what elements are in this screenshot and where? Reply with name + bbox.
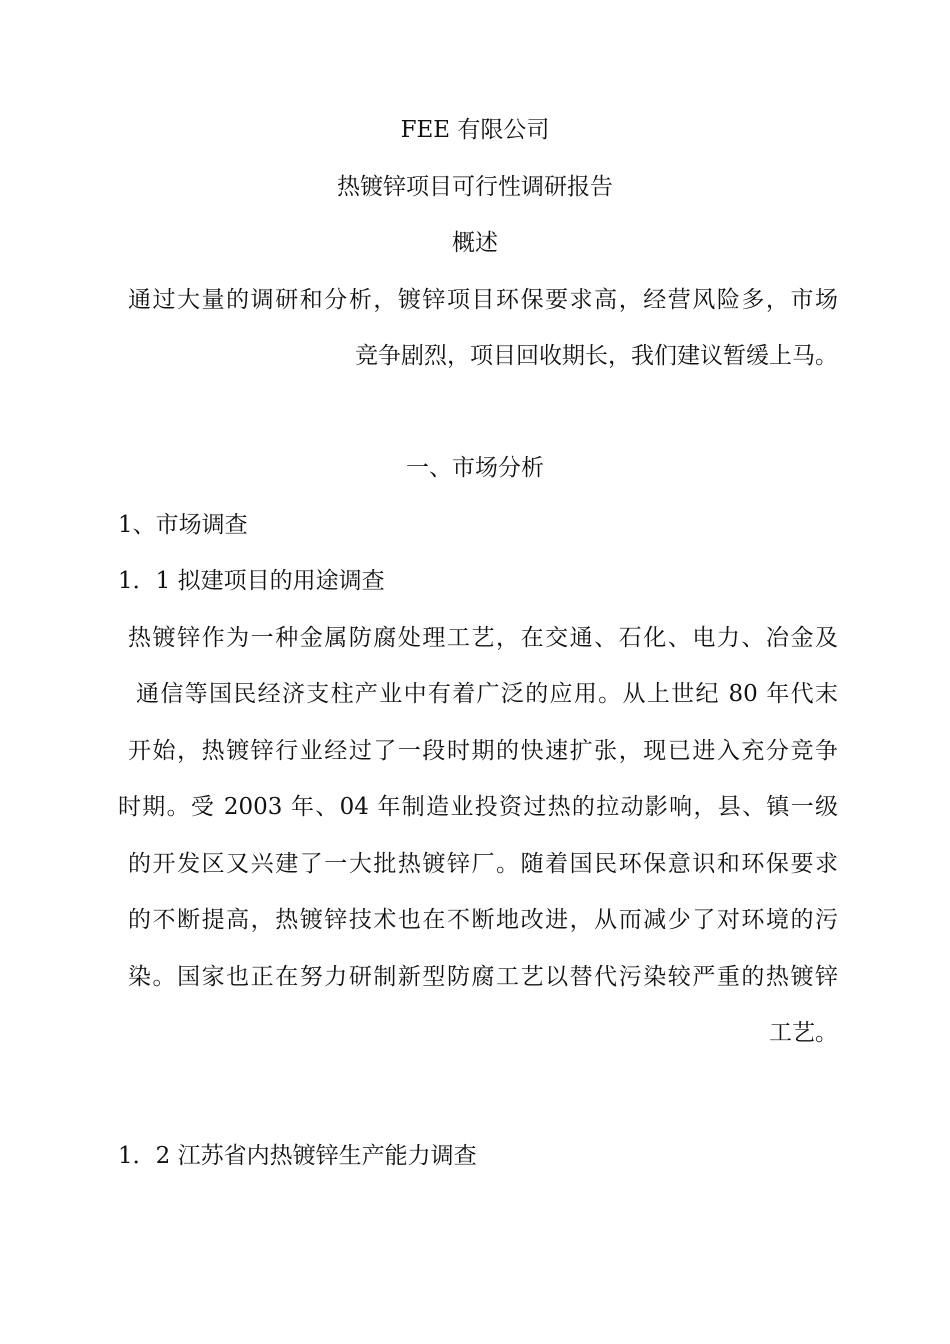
paragraph-line-3: 开始，热镀锌行业经过了一段时期的快速扩张，现已进入充分竞争 bbox=[128, 738, 838, 764]
paragraph-line-6: 的不断提高，热镀锌技术也在不断地改进，从而减少了对环境的污 bbox=[128, 907, 838, 933]
section-heading-market-analysis: 一、市场分析 bbox=[406, 455, 544, 481]
report-title: 热镀锌项目可行性调研报告 bbox=[337, 174, 613, 200]
overview-line-1: 通过大量的调研和分析，镀锌项目环保要求高，经营风险多，市场 bbox=[128, 287, 838, 313]
paragraph-line-1: 热镀锌作为一种金属防腐处理工艺，在交通、石化、电力、冶金及 bbox=[128, 625, 838, 651]
paragraph-line-4: 时期。受 2003 年、04 年制造业投资过热的拉动影响，县、镇一级 bbox=[118, 794, 838, 820]
subsection-heading-market-survey: 1、市场调查 bbox=[118, 512, 248, 538]
paragraph-line-8: 工艺。 bbox=[769, 1020, 838, 1046]
subsection-heading-jiangsu-capacity: 1．2 江苏省内热镀锌生产能力调查 bbox=[118, 1143, 477, 1169]
overview-heading: 概述 bbox=[452, 230, 498, 256]
paragraph-line-5: 的开发区又兴建了一大批热镀锌厂。随着国民环保意识和环保要求 bbox=[128, 851, 838, 877]
subsection-heading-usage-survey: 1．1 拟建项目的用途调查 bbox=[118, 568, 385, 594]
company-name: FEE 有限公司 bbox=[400, 117, 550, 143]
paragraph-line-7: 染。国家也正在努力研制新型防腐工艺以替代污染较严重的热镀锌 bbox=[128, 964, 838, 990]
overview-line-2: 竞争剧烈，项目回收期长，我们建议暂缓上马。 bbox=[355, 343, 838, 369]
paragraph-line-2: 通信等国民经济支柱产业中有着广泛的应用。从上世纪 80 年代末 bbox=[136, 681, 838, 707]
